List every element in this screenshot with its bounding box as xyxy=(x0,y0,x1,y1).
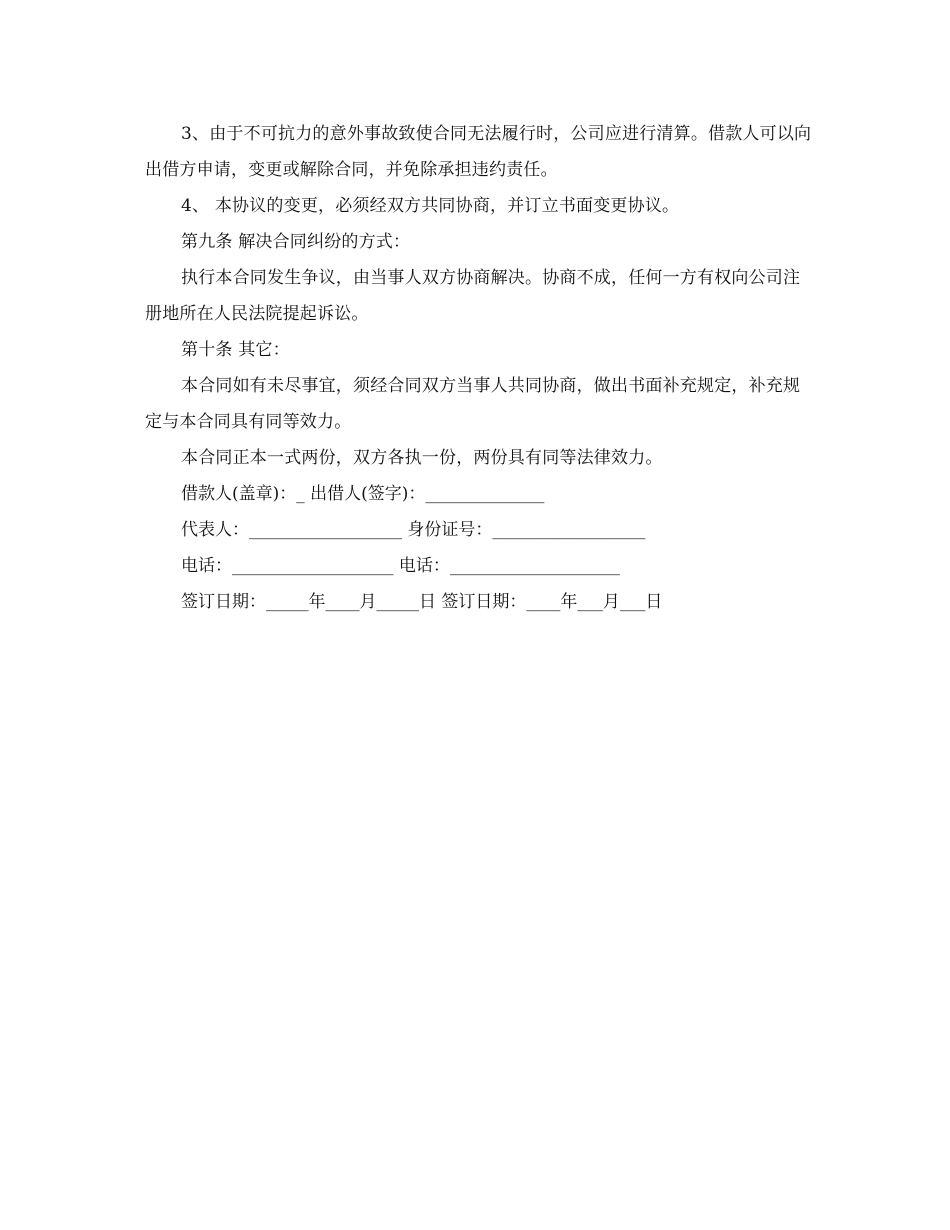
article-ten-text: 本合同如有未尽事宜，须经合同双方当事人共同协商，做出书面补充规定，补充规定与本合同具有同等效力。 xyxy=(145,376,801,432)
article-nine-text: 执行本合同发生争议，由当事人双方协商解决。协商不成，任何一方有权向公司注册地所在人民法院提起诉讼。 xyxy=(145,268,801,324)
signature-line-phone: 电话：___________________ 电话：____________________ xyxy=(181,556,620,576)
signature-line-date: 签订日期：_____年____月_____日 签订日期：____年___月___日 xyxy=(181,592,663,612)
clause-force-majeure: 3、由于不可抗力的意外事故致使合同无法履行时，公司应进行清算。借款人可以向出借方申请，变更或解除合同，并免除承担违约责任。 xyxy=(145,124,812,180)
clause-amendment: 4、 本协议的变更，必须经双方共同协商，并订立书面变更协议。 xyxy=(181,196,680,216)
article-nine-heading: 第九条 解决合同纠纷的方式： xyxy=(181,232,411,252)
copies-statement: 本合同正本一式两份，双方各执一份，两份具有同等法律效力。 xyxy=(181,448,663,468)
document-body xyxy=(145,116,815,620)
article-ten-heading: 第十条 其它： xyxy=(181,340,290,360)
signature-line-parties: 借款人(盖章)：_ 出借人(签字)：______________ xyxy=(181,484,545,504)
signature-line-representative: 代表人：__________________ 身份证号：__________________ xyxy=(181,520,646,540)
